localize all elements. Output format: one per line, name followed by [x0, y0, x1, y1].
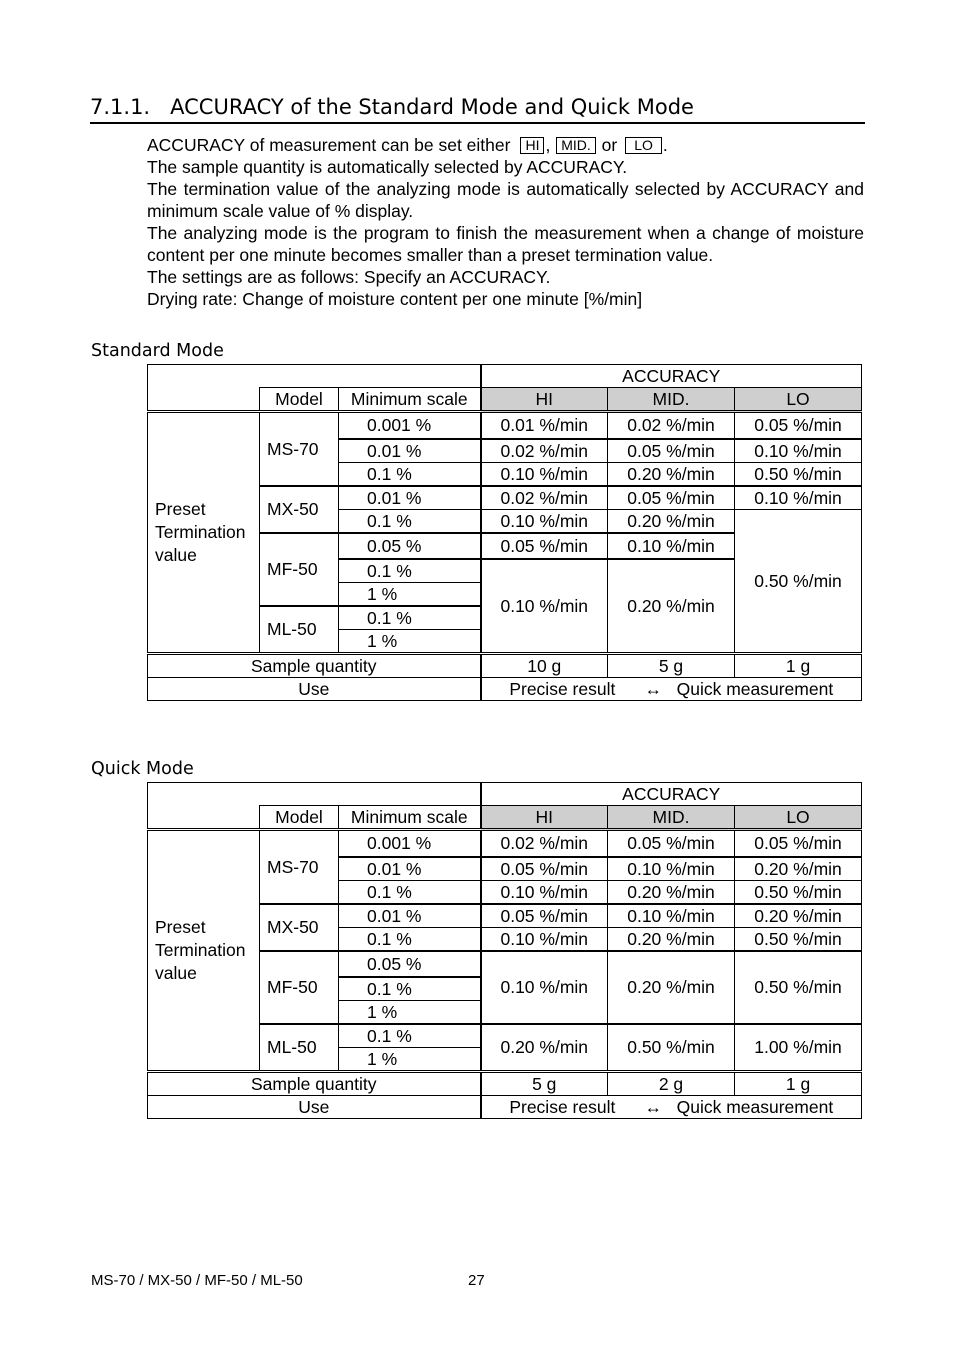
model-ms70: MS-70: [260, 830, 339, 904]
section-heading: [90, 92, 865, 124]
value-cell: 0.05 %/min: [481, 904, 608, 928]
page-number: 27: [468, 1272, 485, 1289]
scale-cell: 0.1 %: [339, 1024, 481, 1048]
standard-mode-title: Standard Mode: [91, 341, 224, 361]
value-cell: 0.05 %/min: [608, 830, 735, 857]
value-cell: 0.10 %/min: [735, 439, 862, 463]
section-title: ACCURACY of the Standard Mode and Quick Mode: [170, 95, 694, 119]
value-cell-mid-merged: 0.20 %/min: [608, 559, 735, 654]
sample-hi: 10 g: [481, 653, 608, 677]
scale-cell: 0.1 %: [339, 927, 481, 951]
value-cell: 0.10 %/min: [481, 509, 608, 533]
preset-termination-label: Preset Termination value: [148, 412, 260, 654]
intro-line-1: ACCURACY of measurement can be set either HI , MID. or LO .: [147, 135, 668, 155]
use-label: Use: [148, 677, 481, 700]
sample-lo: 1 g: [735, 653, 862, 677]
model-ml50: ML-50: [260, 1024, 339, 1072]
mid-header: MID.: [608, 388, 735, 412]
intro-paragraph-4: The analyzing mode is the program to finish the measurement when a change of moisture content per one minute becomes smaller than a preset termination value.: [147, 223, 864, 265]
model-mf50: MF-50: [260, 533, 339, 606]
min-scale-header: Minimum scale: [339, 806, 481, 830]
scale-cell: 0.05 %: [339, 533, 481, 559]
hi-header: HI: [481, 388, 608, 412]
scale-cell: 0.1 %: [339, 880, 481, 904]
scale-cell: 0.01 %: [339, 439, 481, 463]
value-cell: 0.05 %/min: [481, 533, 608, 559]
model-ml50: ML-50: [260, 606, 339, 654]
min-scale-header: Minimum scale: [339, 388, 481, 412]
preset-termination-label: Preset Termination value: [148, 830, 260, 1072]
blank-header: [148, 806, 260, 830]
model-header: Model: [260, 806, 339, 830]
value-cell: 0.50 %/min: [735, 880, 862, 904]
value-cell-ml-hi: 0.20 %/min: [481, 1024, 608, 1072]
value-cell: 0.10 %/min: [608, 533, 735, 559]
accuracy-header: ACCURACY: [481, 365, 862, 388]
scale-cell: 1 %: [339, 1047, 481, 1071]
scale-cell: 1 %: [339, 582, 481, 606]
value-cell-mf-mid: 0.20 %/min: [608, 951, 735, 1024]
scale-cell: 0.01 %: [339, 857, 481, 881]
scale-cell: 0.001 %: [339, 830, 481, 857]
value-cell: 0.20 %/min: [735, 857, 862, 881]
corner-cell: [148, 365, 481, 388]
value-cell-hi-merged: 0.10 %/min: [481, 559, 608, 654]
scale-cell: 1 %: [339, 629, 481, 653]
value-cell: 0.10 %/min: [481, 880, 608, 904]
value-cell-mf-lo: 0.50 %/min: [735, 951, 862, 1024]
value-cell: 0.20 %/min: [608, 880, 735, 904]
quick-mode-grid: [147, 782, 862, 1119]
use-label: Use: [148, 1095, 481, 1118]
intro-text: [147, 134, 864, 310]
value-cell: 0.20 %/min: [735, 904, 862, 928]
sample-hi: 5 g: [481, 1071, 608, 1095]
hi-header: HI: [481, 806, 608, 830]
scale-cell: 0.1 %: [339, 462, 481, 486]
quick-mode-title: Quick Mode: [91, 759, 194, 779]
hi-key-label: HI: [520, 137, 544, 154]
value-cell: 0.05 %/min: [608, 486, 735, 510]
value-cell: 0.05 %/min: [481, 857, 608, 881]
section-number: 7.1.1.: [90, 95, 151, 119]
value-cell: 0.05 %/min: [608, 439, 735, 463]
mid-key-label: MID.: [556, 137, 596, 154]
intro-line-2: The sample quantity is automatically selected by ACCURACY.: [147, 157, 628, 177]
value-cell: 0.02 %/min: [481, 830, 608, 857]
intro-line-5: The settings are as follows: Specify an ACCURACY.: [147, 267, 551, 287]
scale-cell: 0.01 %: [339, 904, 481, 928]
sample-quantity-label: Sample quantity: [148, 653, 481, 677]
scale-cell: 0.1 %: [339, 977, 481, 1001]
value-cell: 0.50 %/min: [735, 927, 862, 951]
scale-cell: 1 %: [339, 1000, 481, 1024]
value-cell-ml-mid: 0.50 %/min: [608, 1024, 735, 1072]
lo-header: LO: [735, 806, 862, 830]
blank-header: [148, 388, 260, 412]
scale-cell: 0.1 %: [339, 559, 481, 583]
value-cell: 0.10 %/min: [608, 857, 735, 881]
value-cell: 0.20 %/min: [608, 927, 735, 951]
model-mf50: MF-50: [260, 951, 339, 1024]
value-cell: 0.20 %/min: [608, 462, 735, 486]
model-mx50: MX-50: [260, 904, 339, 951]
value-cell: 0.05 %/min: [735, 412, 862, 439]
sample-mid: 5 g: [608, 653, 735, 677]
accuracy-header: ACCURACY: [481, 783, 862, 806]
mid-header: MID.: [608, 806, 735, 830]
sample-lo: 1 g: [735, 1071, 862, 1095]
scale-cell: 0.001 %: [339, 412, 481, 439]
use-value: Precise result ↔ Quick measurement: [481, 677, 862, 700]
value-cell: 0.02 %/min: [608, 412, 735, 439]
sample-mid: 2 g: [608, 1071, 735, 1095]
model-mx50: MX-50: [260, 486, 339, 533]
value-cell: 0.02 %/min: [481, 439, 608, 463]
lo-header: LO: [735, 388, 862, 412]
value-cell: 0.10 %/min: [608, 904, 735, 928]
sample-quantity-label: Sample quantity: [148, 1071, 481, 1095]
scale-cell: 0.1 %: [339, 509, 481, 533]
value-cell: 0.01 %/min: [481, 412, 608, 439]
intro-line-6: Drying rate: Change of moisture content per one minute [%/min]: [147, 289, 643, 309]
value-cell: 0.50 %/min: [735, 462, 862, 486]
corner-cell: [148, 783, 481, 806]
scale-cell: 0.01 %: [339, 486, 481, 510]
standard-mode-grid: [147, 364, 862, 701]
value-cell: 0.10 %/min: [735, 486, 862, 510]
model-header: Model: [260, 388, 339, 412]
value-cell: 0.20 %/min: [608, 509, 735, 533]
value-cell: 0.05 %/min: [735, 830, 862, 857]
scale-cell: 0.05 %: [339, 951, 481, 977]
use-value: Precise result ↔ Quick measurement: [481, 1095, 862, 1118]
lo-key-label: LO: [625, 137, 662, 154]
scale-cell: 0.1 %: [339, 606, 481, 630]
value-cell: 0.02 %/min: [481, 486, 608, 510]
intro-paragraph-3: The termination value of the analyzing mode is automatically selected by ACCURACY and minimum scale value of % display.: [147, 179, 864, 221]
value-cell-lo-merged: 0.50 %/min: [735, 509, 862, 653]
value-cell: 0.10 %/min: [481, 462, 608, 486]
footer-models: MS-70 / MX-50 / MF-50 / ML-50: [91, 1272, 303, 1289]
value-cell-mf-hi: 0.10 %/min: [481, 951, 608, 1024]
model-ms70: MS-70: [260, 412, 339, 486]
value-cell-ml-lo: 1.00 %/min: [735, 1024, 862, 1072]
value-cell: 0.10 %/min: [481, 927, 608, 951]
